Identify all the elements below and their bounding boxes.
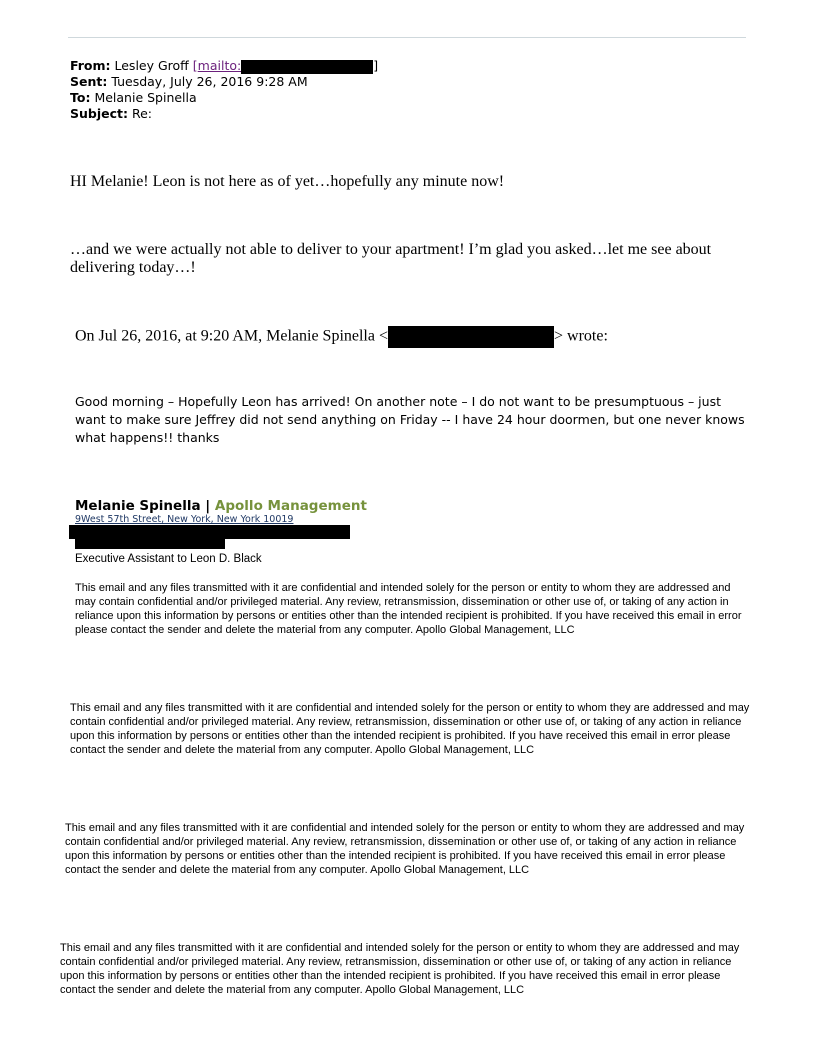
redaction-block <box>69 525 350 539</box>
signature-company: Apollo Management <box>214 498 367 514</box>
quoted-message: Good morning – Hopefully Leon has arrived! On another note – I do not want to be presumptuous – just want to make sure Jeffrey did not send anything on Friday -- I have 24 hour doormen, but one never knows what happens!! thanks <box>75 394 745 445</box>
mailto-link[interactable]: mailto: <box>197 58 242 73</box>
mailto-close: ] <box>373 58 379 73</box>
from-line <box>70 58 378 74</box>
disclaimer-3: This email and any files transmitted with it are confidential and intended solely for the person or entity to whom they are addressed and may contain confidential and/or privileged material. Any review, retransmission, dissemination or other use of, or taking of any action in reliance upon this information by persons or entities other than the intended recipient is prohibited. If you have received this email in error please contact the sender and delete the material from any computer. Apollo Global Management, LLC <box>65 822 745 876</box>
subject-value: Re: <box>131 106 153 121</box>
reply-paragraph-2: …and we were actually not able to deliver to your apartment! I’m glad you asked…let me see about delivering today…! <box>70 241 712 276</box>
signature-name: Melanie Spinella <box>75 498 201 514</box>
signature-separator: | <box>200 498 215 514</box>
redaction-block <box>388 326 554 348</box>
disclaimer-2: This email and any files transmitted with it are confidential and intended solely for the person or entity to whom they are addressed and may contain confidential and/or privileged material. Any review, retransmission, dissemination or other use of, or taking of any action in reliance upon this information by persons or entities other than the intended recipient is prohibited. If you have received this email in error please contact the sender and delete the material from any computer. Apollo Global Management, LLC <box>70 702 750 756</box>
redaction-block <box>241 60 373 74</box>
sent-line <box>70 74 308 90</box>
reply-paragraph-1: HI Melanie! Leon is not here as of yet…hopefully any minute now! <box>70 173 505 190</box>
quote-intro-after: > wrote: <box>554 327 608 345</box>
sent-label: Sent: <box>70 74 108 89</box>
top-divider <box>68 37 746 38</box>
to-value: Melanie Spinella <box>94 90 197 105</box>
quote-intro-before: On Jul 26, 2016, at 9:20 AM, Melanie Spinella < <box>75 327 388 345</box>
signature-title: Executive Assistant to Leon D. Black <box>75 553 262 565</box>
disclaimer-1: This email and any files transmitted with it are confidential and intended solely for the person or entity to whom they are addressed and may contain confidential and/or privileged material. Any review, retransmission, dissemination or other use of, or taking of any action in reliance upon this information by persons or entities other than the intended recipient is prohibited. If you have received this email in error please contact the sender and delete the material from any computer. Apollo Global Management, LLC <box>75 582 742 636</box>
from-name: Lesley Groff <box>114 58 189 73</box>
to-line <box>70 90 197 106</box>
to-label: To: <box>70 90 91 105</box>
redaction-block <box>75 539 225 549</box>
signature-address[interactable]: 9West 57th Street, New York, New York 10019 <box>75 514 294 525</box>
subject-label: Subject: <box>70 106 128 121</box>
disclaimer-4: This email and any files transmitted with it are confidential and intended solely for the person or entity to whom they are addressed and may contain confidential and/or privileged material. Any review, retransmission, dissemination or other use of, or taking of any action in reliance upon this information by persons or entities other than the intended recipient is prohibited. If you have received this email in error please contact the sender and delete the material from any computer. Apollo Global Management, LLC <box>60 942 740 996</box>
from-label: From: <box>70 58 111 73</box>
quote-intro <box>75 326 608 348</box>
sent-value: Tuesday, July 26, 2016 9:28 AM <box>111 74 308 89</box>
signature-name-line <box>75 498 367 514</box>
mailto-open: [ <box>192 58 198 73</box>
subject-line <box>70 106 152 122</box>
